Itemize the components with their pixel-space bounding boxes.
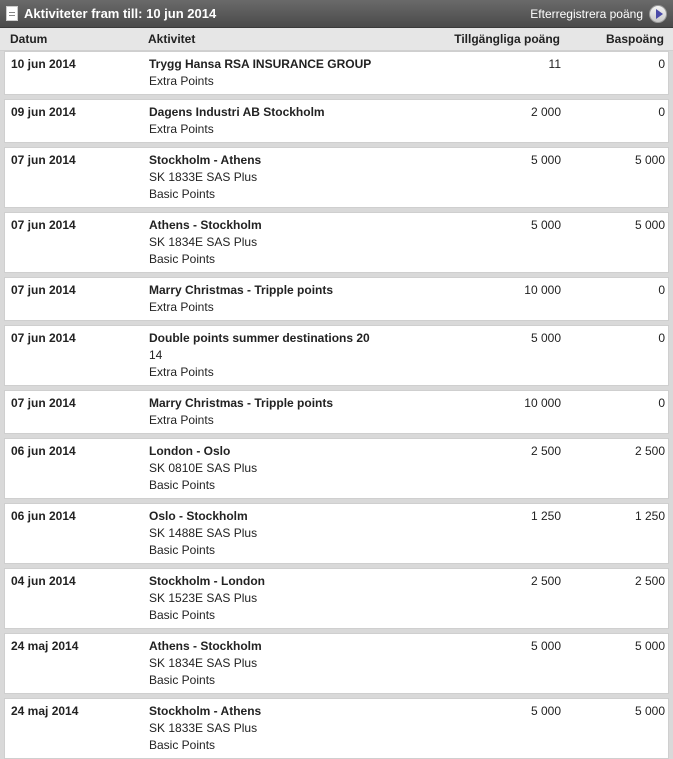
activity-detail: SK 1523E SAS Plus — [149, 591, 258, 605]
play-arrow-icon[interactable] — [649, 5, 667, 23]
row-available-points: 5 000 — [530, 153, 561, 167]
row-activity — [141, 573, 421, 624]
row-available-points: 5 000 — [530, 639, 561, 653]
activity-name: Marry Christmas - Tripple points — [149, 283, 334, 297]
row-available-points: 5 000 — [530, 704, 561, 718]
table-row — [4, 633, 669, 694]
column-header-base[interactable]: Baspoäng — [605, 32, 664, 46]
row-activity — [141, 443, 421, 494]
row-available-points: 10 000 — [524, 396, 561, 410]
table-row — [4, 51, 669, 95]
activity-name: Oslo - Stockholm — [149, 509, 248, 523]
activity-detail: Extra Points — [149, 413, 214, 427]
row-activity — [141, 330, 421, 381]
activity-name: Trygg Hansa RSA INSURANCE GROUP — [149, 57, 372, 71]
row-available-points: 5 000 — [530, 331, 561, 345]
activity-detail: Basic Points — [149, 673, 216, 687]
row-available-points: 11 — [548, 57, 561, 71]
activity-name: Stockholm - London — [149, 574, 265, 588]
row-date: 06 jun 2014 — [11, 444, 76, 458]
row-activity — [141, 703, 421, 754]
row-base-points: 0 — [658, 331, 665, 345]
activity-detail: 14 — [149, 348, 163, 362]
activity-detail: Basic Points — [149, 187, 216, 201]
register-points-link[interactable]: Efterregistrera poäng — [530, 6, 643, 21]
activity-detail: SK 1834E SAS Plus — [149, 656, 258, 670]
activity-name: London - Oslo — [149, 444, 231, 458]
table-row — [4, 147, 669, 208]
row-date: 10 jun 2014 — [11, 57, 76, 71]
activity-detail: Extra Points — [149, 122, 214, 136]
row-activity — [141, 152, 421, 203]
row-activity — [141, 395, 421, 429]
row-base-points: 1 250 — [634, 509, 665, 523]
activity-detail: SK 1833E SAS Plus — [149, 170, 258, 184]
activity-detail: Basic Points — [149, 738, 216, 752]
row-base-points: 2 500 — [634, 574, 665, 588]
row-base-points: 5 000 — [634, 218, 665, 232]
row-date: 07 jun 2014 — [11, 218, 76, 232]
activity-detail: SK 1488E SAS Plus — [149, 526, 258, 540]
row-base-points: 2 500 — [634, 444, 665, 458]
row-available-points: 2 500 — [530, 574, 561, 588]
activity-name: Dagens Industri AB Stockholm — [149, 105, 325, 119]
row-base-points: 0 — [658, 57, 665, 71]
table-row — [4, 698, 669, 759]
row-date: 06 jun 2014 — [11, 509, 76, 523]
activity-name: Stockholm - Athens — [149, 704, 262, 718]
row-activity — [141, 56, 421, 90]
row-base-points: 0 — [658, 283, 665, 297]
row-date: 24 maj 2014 — [11, 639, 79, 653]
document-icon — [6, 6, 18, 21]
table-row — [4, 438, 669, 499]
row-date: 09 jun 2014 — [11, 105, 76, 119]
row-available-points: 1 250 — [530, 509, 561, 523]
activity-name: Athens - Stockholm — [149, 639, 262, 653]
table-row — [4, 568, 669, 629]
table-row — [4, 325, 669, 386]
activity-detail: Extra Points — [149, 300, 214, 314]
row-base-points: 0 — [658, 396, 665, 410]
activity-detail: Basic Points — [149, 608, 216, 622]
row-base-points: 0 — [658, 105, 665, 119]
row-base-points: 5 000 — [634, 704, 665, 718]
row-available-points: 2 500 — [530, 444, 561, 458]
activity-detail: SK 0810E SAS Plus — [149, 461, 258, 475]
activity-detail: SK 1834E SAS Plus — [149, 235, 258, 249]
row-date: 07 jun 2014 — [11, 283, 76, 297]
table-row — [4, 99, 669, 143]
activity-name: Stockholm - Athens — [149, 153, 262, 167]
row-activity — [141, 217, 421, 268]
table-row — [4, 503, 669, 564]
activity-name: Athens - Stockholm — [149, 218, 262, 232]
row-date: 07 jun 2014 — [11, 153, 76, 167]
row-available-points: 10 000 — [524, 283, 561, 297]
row-date: 04 jun 2014 — [11, 574, 76, 588]
table-row — [4, 212, 669, 273]
activity-detail: Basic Points — [149, 543, 216, 557]
activity-name: Double points summer destinations 20 — [149, 331, 370, 345]
activity-detail: Extra Points — [149, 365, 214, 379]
activity-detail: SK 1833E SAS Plus — [149, 721, 258, 735]
table-header — [0, 28, 673, 51]
activity-detail: Basic Points — [149, 252, 216, 266]
row-available-points: 2 000 — [530, 105, 561, 119]
row-activity — [141, 638, 421, 689]
page-title: Aktiviteter fram till: 10 jun 2014 — [24, 6, 217, 21]
row-base-points: 5 000 — [634, 639, 665, 653]
column-header-activity[interactable]: Aktivitet — [148, 32, 196, 46]
row-activity — [141, 282, 421, 316]
column-header-date[interactable]: Datum — [10, 32, 48, 46]
table-row — [4, 390, 669, 434]
activity-list — [0, 51, 673, 759]
row-activity — [141, 104, 421, 138]
activity-detail: Extra Points — [149, 74, 214, 88]
row-available-points: 5 000 — [530, 218, 561, 232]
row-base-points: 5 000 — [634, 153, 665, 167]
row-date: 07 jun 2014 — [11, 396, 76, 410]
title-bar — [0, 0, 673, 28]
activity-name: Marry Christmas - Tripple points — [149, 396, 334, 410]
row-activity — [141, 508, 421, 559]
column-header-available[interactable]: Tillgängliga poäng — [454, 32, 560, 46]
activity-detail: Basic Points — [149, 478, 216, 492]
table-row — [4, 277, 669, 321]
row-date: 07 jun 2014 — [11, 331, 76, 345]
row-date: 24 maj 2014 — [11, 704, 79, 718]
